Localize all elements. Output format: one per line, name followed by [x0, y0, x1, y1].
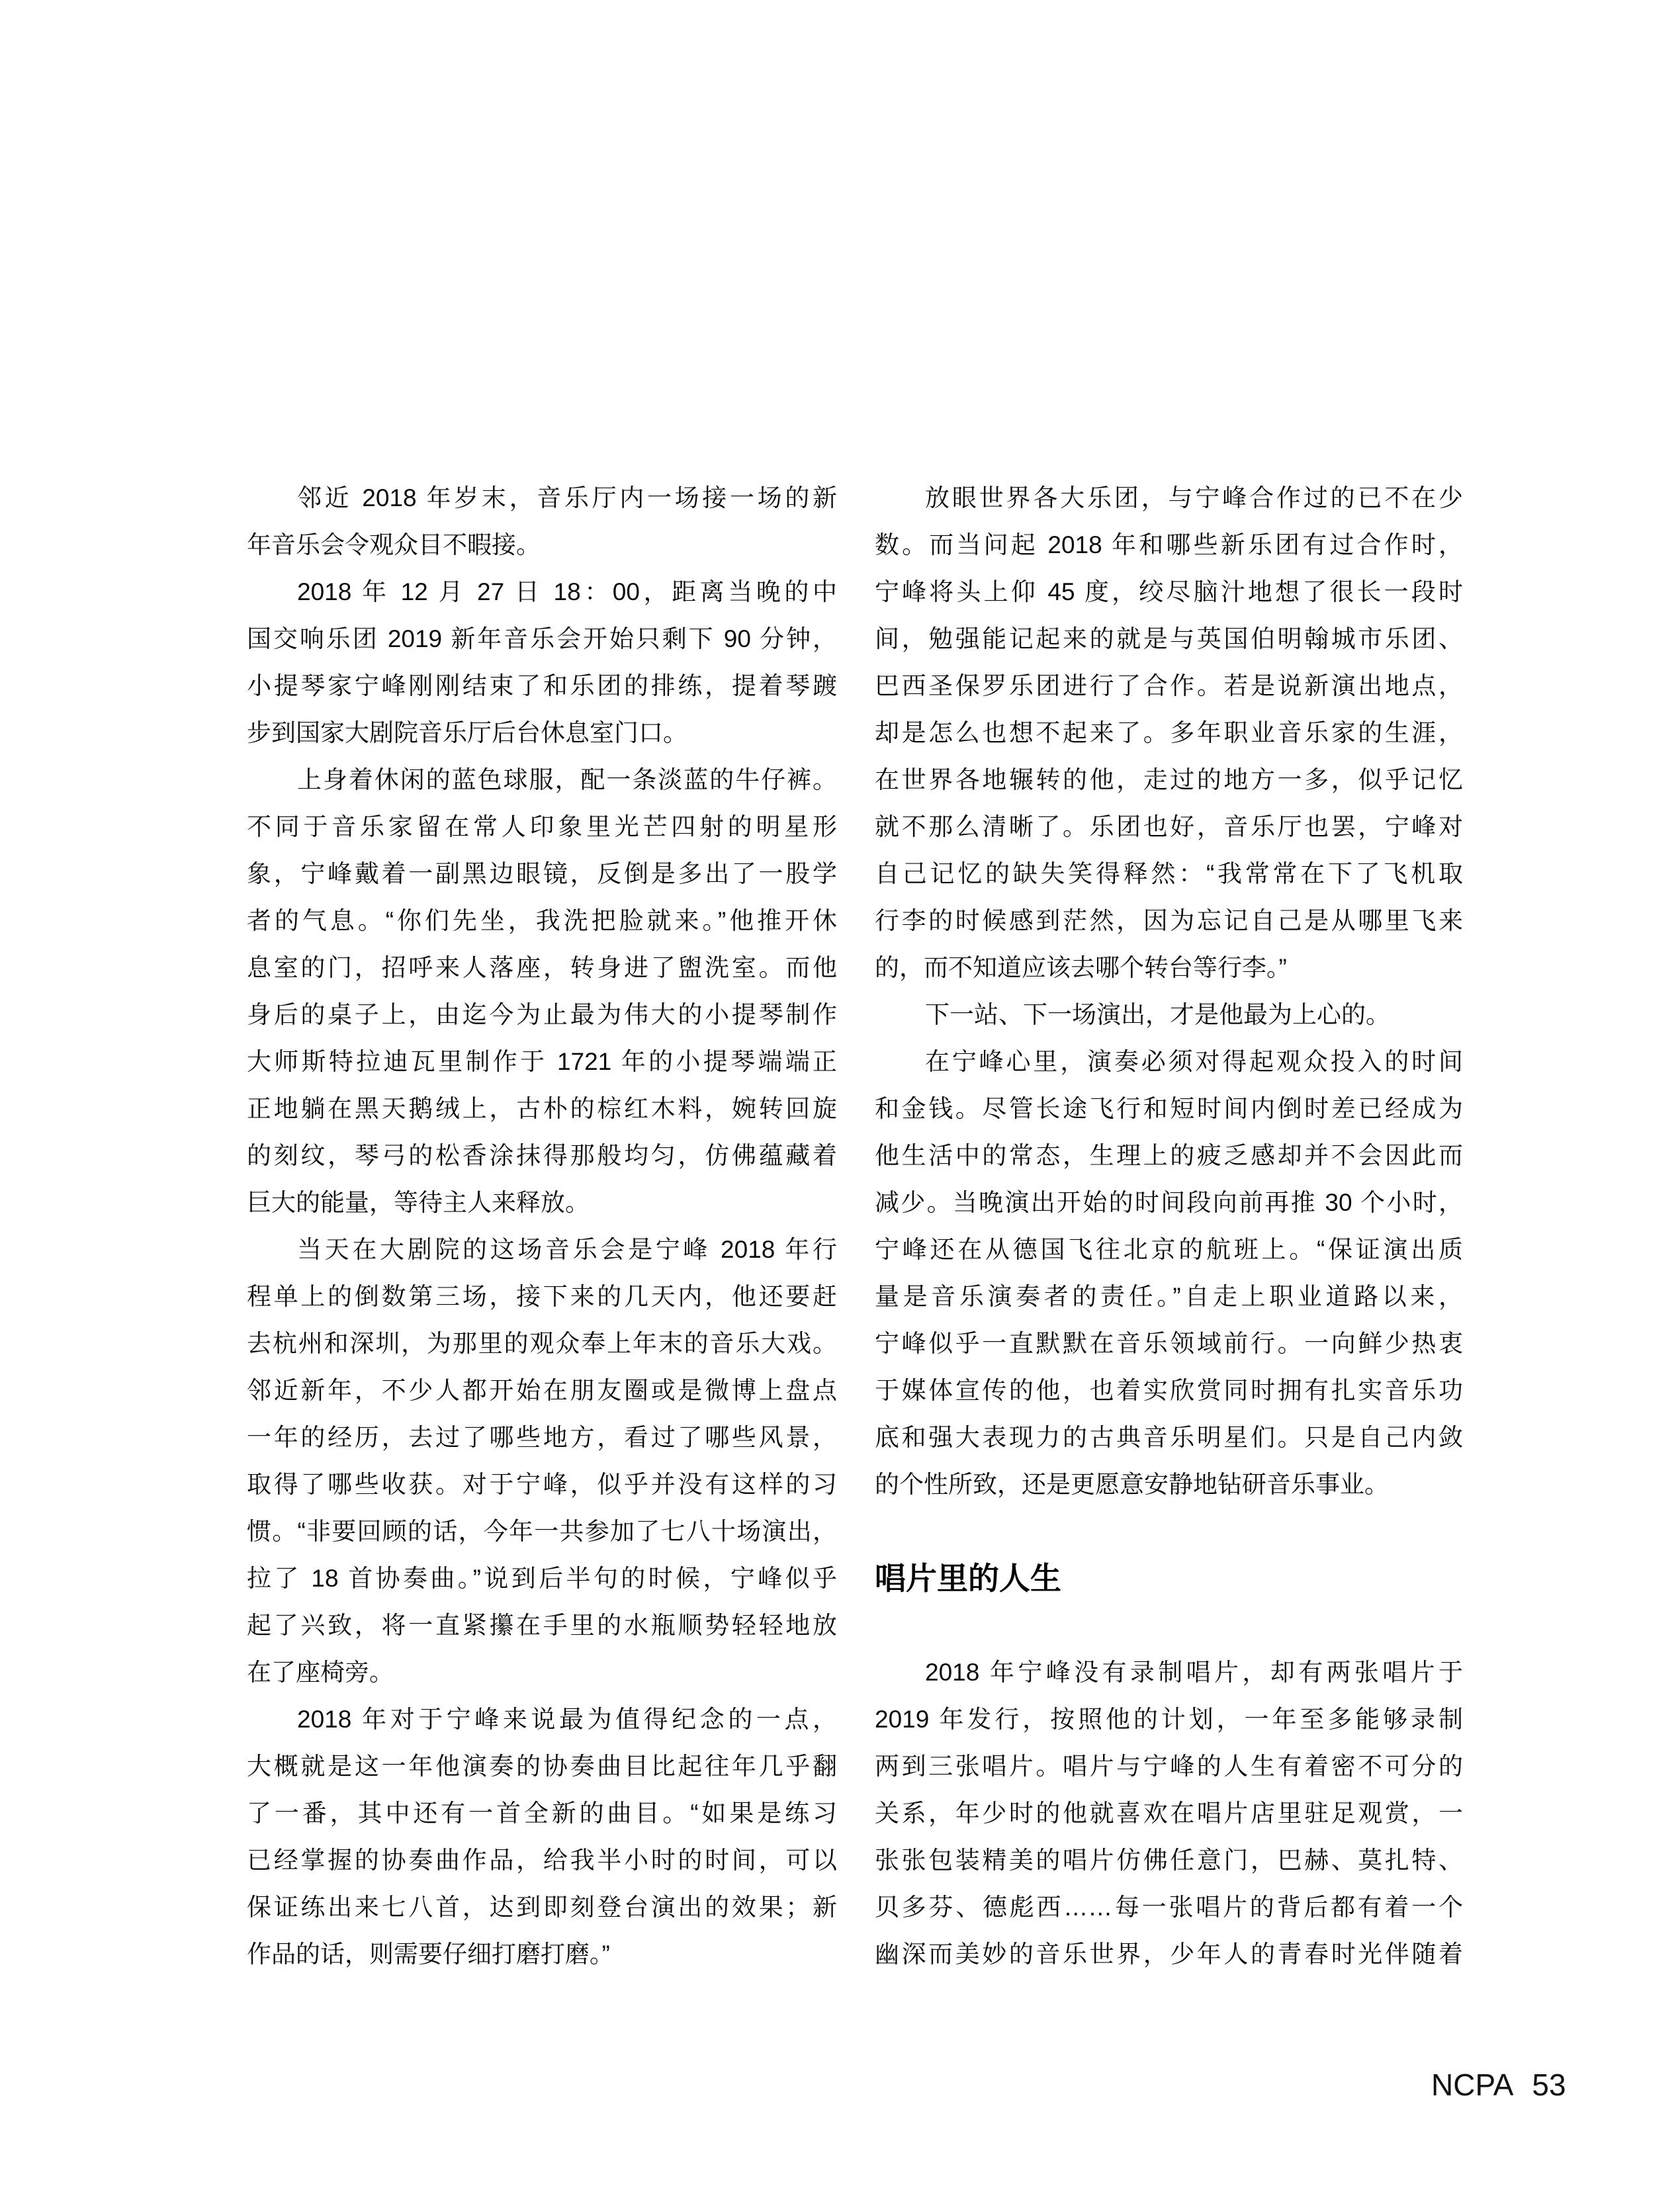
- text-line: 下一站、下一场演出，才是他最为上心的。: [925, 1001, 1390, 1028]
- text-line: 邻近新年，不少人都开始在朋友圈或是微博上盘点: [247, 1377, 837, 1404]
- text-line: 间，勉强能记起来的就是与英国伯明翰城市乐团、: [875, 625, 1463, 652]
- text-line: 就不那么清晰了。乐团也好，音乐厅也罢，宁峰对: [875, 813, 1463, 840]
- text-line: 在宁峰心里，演奏必须对得起观众投入的时间: [925, 1048, 1463, 1075]
- left-column: [247, 474, 837, 1978]
- text-line: 当天在大剧院的这场音乐会是宁峰 2018 年行: [297, 1236, 837, 1263]
- text-line: 行李的时候感到茫然，因为忘记自己是从哪里飞来: [875, 907, 1463, 934]
- text-line: 巴西圣保罗乐团进行了合作。若是说新演出地点，: [875, 672, 1463, 699]
- text-line: 2018 年 12 月 27 日 18：00，距离当晚的中: [297, 578, 837, 605]
- text-line: 步到国家大剧院音乐厅后台休息室门口。: [247, 719, 687, 746]
- text-line: 2019 年发行，按照他的计划，一年至多能够录制: [875, 1706, 1463, 1733]
- text-line: 惯。“非要回顾的话，今年一共参加了七八十场演出，: [247, 1518, 837, 1545]
- text-line: 程单上的倒数第三场，接下来的几天内，他还要赶: [247, 1283, 837, 1310]
- text-line: 国交响乐团 2019 新年音乐会开始只剩下 90 分钟，: [247, 625, 837, 652]
- text-line: 去杭州和深圳，为那里的观众奉上年末的音乐大戏。: [247, 1330, 837, 1357]
- text-line: 身后的桌子上，由迄今为止最为伟大的小提琴制作: [247, 1001, 837, 1028]
- text-line: 正地躺在黑天鹅绒上，古朴的棕红木料，婉转回旋: [247, 1095, 837, 1122]
- right-column-lower-text: [875, 1649, 1463, 1978]
- text-line: 上身着休闲的蓝色球服，配一条淡蓝的牛仔裤。: [297, 766, 837, 793]
- text-line: 年音乐会令观众目不暇接。: [247, 531, 541, 558]
- text-line: 邻近 2018 年岁末，音乐厅内一场接一场的新: [297, 484, 837, 511]
- text-line: 一年的经历，去过了哪些地方，看过了哪些风景，: [247, 1424, 837, 1451]
- text-line: 象，宁峰戴着一副黑边眼镜，反倒是多出了一股学: [247, 860, 837, 887]
- text-line: 取得了哪些收获。对于宁峰，似乎并没有这样的习: [247, 1471, 837, 1498]
- text-line: 贝多芬、德彪西……每一张唱片的背后都有着一个: [875, 1894, 1463, 1921]
- section-heading: 唱片里的人生: [875, 1561, 1061, 1596]
- text-line: 的刻纹，琴弓的松香涂抹得那般均匀，仿佛蕴藏着: [247, 1142, 837, 1169]
- text-line: 了一番，其中还有一首全新的曲目。“如果是练习: [247, 1800, 837, 1827]
- text-line: 减少。当晚演出开始的时间段向前再推 30 个小时，: [875, 1189, 1463, 1216]
- text-line: 小提琴家宁峰刚刚结束了和乐团的排练，提着琴踱: [247, 672, 837, 699]
- text-line: 和金钱。尽管长途飞行和短时间内倒时差已经成为: [875, 1095, 1463, 1122]
- page-number: 53: [1532, 2068, 1566, 2102]
- text-line: 在世界各地辗转的他，走过的地方一多，似乎记忆: [875, 766, 1463, 793]
- text-line: 于媒体宣传的他，也着实欣赏同时拥有扎实音乐功: [875, 1377, 1463, 1404]
- text-line: 在了座椅旁。: [247, 1659, 394, 1686]
- text-line: 宁峰还在从德国飞往北京的航班上。“保证演出质: [875, 1236, 1463, 1263]
- text-line: 关系，年少时的他就喜欢在唱片店里驻足观赏，一: [875, 1800, 1463, 1827]
- text-line: 巨大的能量，等待主人来释放。: [247, 1189, 590, 1216]
- text-line: 两到三张唱片。唱片与宁峰的人生有着密不可分的: [875, 1753, 1463, 1780]
- text-line: 放眼世界各大乐团，与宁峰合作过的已不在少: [925, 484, 1463, 511]
- text-line: 却是怎么也想不起来了。多年职业音乐家的生涯，: [875, 719, 1463, 746]
- text-line: 保证练出来七八首，达到即刻登台演出的效果；新: [247, 1894, 837, 1921]
- text-line: 宁峰将头上仰 45 度，绞尽脑汁地想了很长一段时: [875, 578, 1463, 605]
- text-line: 不同于音乐家留在常人印象里光芒四射的明星形: [247, 813, 837, 840]
- text-line: 宁峰似乎一直默默在音乐领域前行。一向鲜少热衷: [875, 1330, 1463, 1357]
- text-line: 自己记忆的缺失笑得释然：“我常常在下了飞机取: [875, 860, 1463, 887]
- right-column: [875, 474, 1463, 1978]
- text-line: 起了兴致，将一直紧攥在手里的水瓶顺势轻轻地放: [247, 1612, 837, 1639]
- text-line: 量是音乐演奏者的责任。”自走上职业道路以来，: [875, 1283, 1463, 1310]
- text-line: 底和强大表现力的古典音乐明星们。只是自己内敛: [875, 1424, 1463, 1451]
- text-line: 息室的门，招呼来人落座，转身进了盥洗室。而他: [247, 954, 837, 981]
- text-line: 大概就是这一年他演奏的协奏曲目比起往年几乎翻: [247, 1753, 837, 1780]
- text-line: 幽深而美妙的音乐世界，少年人的青春时光伴随着: [875, 1941, 1463, 1968]
- text-line: 他生活中的常态，生理上的疲乏感却并不会因此而: [875, 1142, 1463, 1169]
- text-line: 的个性所致，还是更愿意安静地钻研音乐事业。: [875, 1471, 1389, 1498]
- text-line: 张张包装精美的唱片仿佛任意门，巴赫、莫扎特、: [875, 1847, 1463, 1874]
- text-line: 大师斯特拉迪瓦里制作于 1721 年的小提琴端端正: [247, 1048, 837, 1075]
- magazine-name: NCPA: [1431, 2068, 1514, 2102]
- text-line: 者的气息。“你们先坐，我洗把脸就来。”他推开休: [247, 907, 837, 934]
- text-line: 数。而当问起 2018 年和哪些新乐团有过合作时，: [875, 531, 1463, 558]
- text-line: 2018 年对于宁峰来说最为值得纪念的一点，: [297, 1706, 837, 1733]
- page-footer: [1431, 2070, 1566, 2100]
- text-line: 2018 年宁峰没有录制唱片，却有两张唱片于: [925, 1659, 1463, 1686]
- text-line: 的，而不知道应该去哪个转台等行李。”: [875, 954, 1287, 981]
- text-line: 拉了 18 首协奏曲。”说到后半句的时候，宁峰似乎: [247, 1565, 837, 1592]
- right-column-upper-text: [875, 474, 1463, 1508]
- text-line: 已经掌握的协奏曲作品，给我半小时的时间，可以: [247, 1847, 837, 1874]
- text-line: 作品的话，则需要仔细打磨打磨。”: [247, 1941, 610, 1968]
